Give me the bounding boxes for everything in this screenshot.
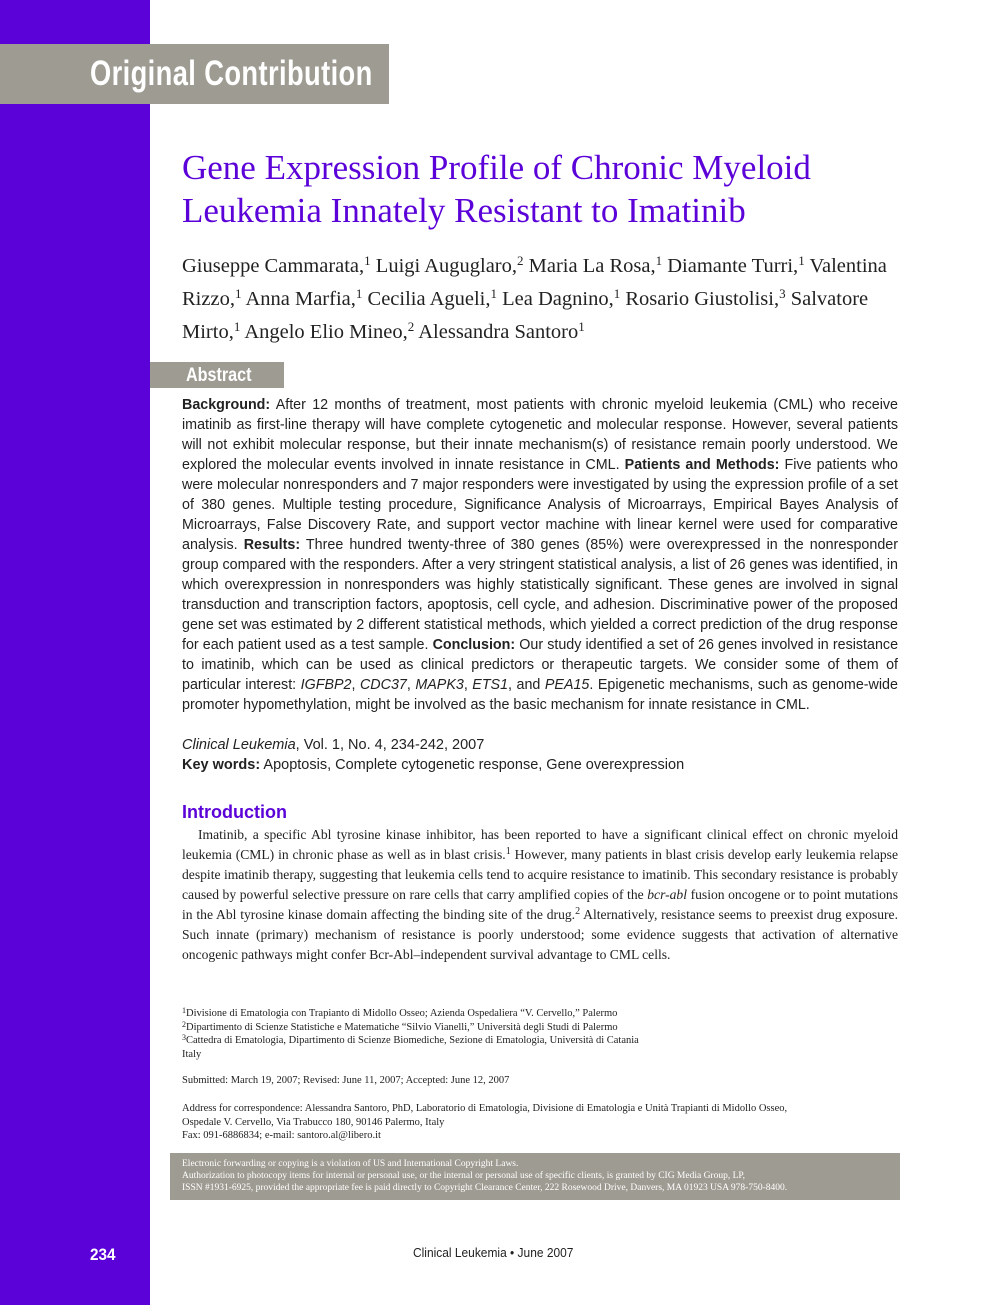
- copyright-notice: Electronic forwarding or copying is a violation of US and International Copyright Laws. Authorization to photocopy items for internal or personal use, or the internal or personal use of specific clients, is granted by CIG Media Group, LP, ISSN #1931-6925, provided the appropriate fee is paid directly to Copyright Clearance Center, 222 Rosewood Drive, Danvers, MA 01923 USA 978-750-8400.: [182, 1159, 788, 1193]
- article-title: Gene Expression Profile of Chronic Myeloid Leukemia Innately Resistant to Imatinib: [182, 148, 811, 230]
- gene-name: CDC37: [359, 677, 407, 693]
- page-number: 234: [90, 1245, 116, 1264]
- affiliation: $^1$Divisione di Ematologia con Trapianto di Midollo Osseo; Azienda Ospedaliera “V. Cervello,” Palermo: [182, 1006, 618, 1019]
- author: Maria La Rosa,$^1$: [528, 253, 663, 277]
- reference: 2: [575, 906, 581, 917]
- abstract-heading: Abstract: [186, 365, 252, 386]
- gene-name: ETS1: [472, 677, 509, 693]
- author: Salvatore Mirto,$^1$: [182, 288, 869, 343]
- gene-name: IGFBP2: [300, 677, 352, 693]
- reference: 1: [505, 846, 511, 857]
- gene-name: MAPK3: [415, 677, 464, 693]
- sidebar-band: [0, 0, 150, 1305]
- author: Diamante Turri,$^1$: [667, 253, 805, 277]
- author: Alessandra Santoro$^1$: [418, 319, 585, 343]
- author: Anna Marfia,$^1$: [245, 286, 363, 310]
- affiliations: [182, 1007, 902, 1061]
- citation-block: [182, 735, 898, 775]
- author: Angelo Elio Mineo,$^2$: [244, 319, 415, 343]
- affiliation-country: Italy: [182, 1048, 202, 1060]
- journal-citation: Clinical Leukemia, Vol. 1, No. 4, 234-242, 2007: [182, 737, 485, 753]
- correspondence-address: Address for correspondence: Alessandra Santoro, PhD, Laboratorio di Ematologia, Divisione di Ematologia e Unità Trapianti di Midollo Osseo, Ospedale V. Cervello, Via Trabucco 180, 90146 Palermo, Italy Fax: 091-6886834; e-mail: santoro.al@libero.it: [182, 1103, 788, 1141]
- author: Lea Dagnino,$^1$: [502, 286, 621, 310]
- affiliation: $^2$Dipartimento di Scienze Statistiche e Matematiche “Silvio Vianelli,” Università degli Studi di Palermo: [182, 1019, 618, 1033]
- author-list: [182, 250, 902, 349]
- author: Luigi Auguglaro,$^2$: [375, 253, 524, 277]
- author: Cecilia Agueli,$^1$: [367, 286, 497, 310]
- author: Giuseppe Cammarata,$^1$: [182, 253, 371, 277]
- running-footer: Clinical Leukemia • June 2007: [413, 1245, 574, 1260]
- section-heading-introduction: Introduction: [182, 802, 287, 822]
- keywords: Key words: Apoptosis, Complete cytogenetic response, Gene overexpression: [182, 757, 685, 773]
- introduction-paragraph: Imatinib, a specific Abl tyrosine kinase inhibitor, has been reported to have a significant clinical effect on chronic myeloid leukemia (CML) in chronic phase as well as in blast crisis.$^1$ However, many patients in blast crisis develop early leukemia relapse despite imatinib therapy, suggesting that leukemia cells tend to acquire resistance to imatinib. This secondary resistance is probably caused by powerful selective pressure on rare cells that carry amplified copies of the bcr-abl fusion oncogene or to point mutations in the Abl tyrosine kinase domain affecting the binding site of the drug.$^2$ Alternatively, resistance seems to preexist drug exposure. Such innate (primary) mechanism of resistance is poorly understood; some evidence suggests that activation of alternative oncogenic pathways might confer Bcr-Abl–independent survival advantage to CML cells.: [182, 827, 898, 962]
- author: Valentina Rizzo,$^1$: [182, 255, 887, 310]
- submission-dates: Submitted: March 19, 2007; Revised: June 11, 2007; Accepted: June 12, 2007: [182, 1075, 510, 1086]
- affiliation: $^3$Cattedra di Ematologia, Dipartimento di Scienze Biomediche, Sezione di Ematologia, Università di Catania: [182, 1033, 639, 1046]
- author: Rosario Giustolisi,$^3$: [625, 286, 786, 310]
- section-label: Original Contribution: [90, 54, 373, 93]
- abstract-body: Background: After 12 months of treatment, most patients with chronic myeloid leukemia (CML) who receive imatinib as first-line therapy will have complete cytogenetic and molecular response. However, several patients will not exhibit molecular response, but their innate mechanism(s) of resistance remain poorly understood. We explored the molecular events involved in innate resistance in CML. Patients and Methods: Five patients who were molecular nonresponders and 7 major responders were investigated by using the expression profile of a set of 380 genes. Multiple testing procedure, Significance Analysis of Microarrays, Empirical Bayes Analysis of Microarrays, False Discovery Rate, and support vector machine with linear kernel were used for comparative analysis. Results: Three hundred twenty-three of 380 genes (85%) were overexpressed in the nonresponder group compared with the responders. After a very stringent statistical analysis, a list of 26 genes was identified, in which overexpression in nonresponders was highly statistically significant. These genes are involved in signal transduction and transcription factors, apoptosis, cell cycle, and adhesion. Discriminative power of the proposed gene set was estimated by 2 different statistical methods, which yielded a correct prediction of the drug response for each patient used as a test sample. Conclusion: Our study identified a set of 26 genes involved in resistance to imatinib, which can be used as clinical predictors or therapeutic targets. We consider some of them of particular interest: IGFBP2, CDC37, MAPK3, ETS1, and PEA15. Epigenetic mechanisms, such as genome-wide promoter hypomethylation, might be involved as the basic mechanism for innate resistance in CML.: [182, 397, 899, 713]
- gene-name: PEA15: [544, 677, 590, 693]
